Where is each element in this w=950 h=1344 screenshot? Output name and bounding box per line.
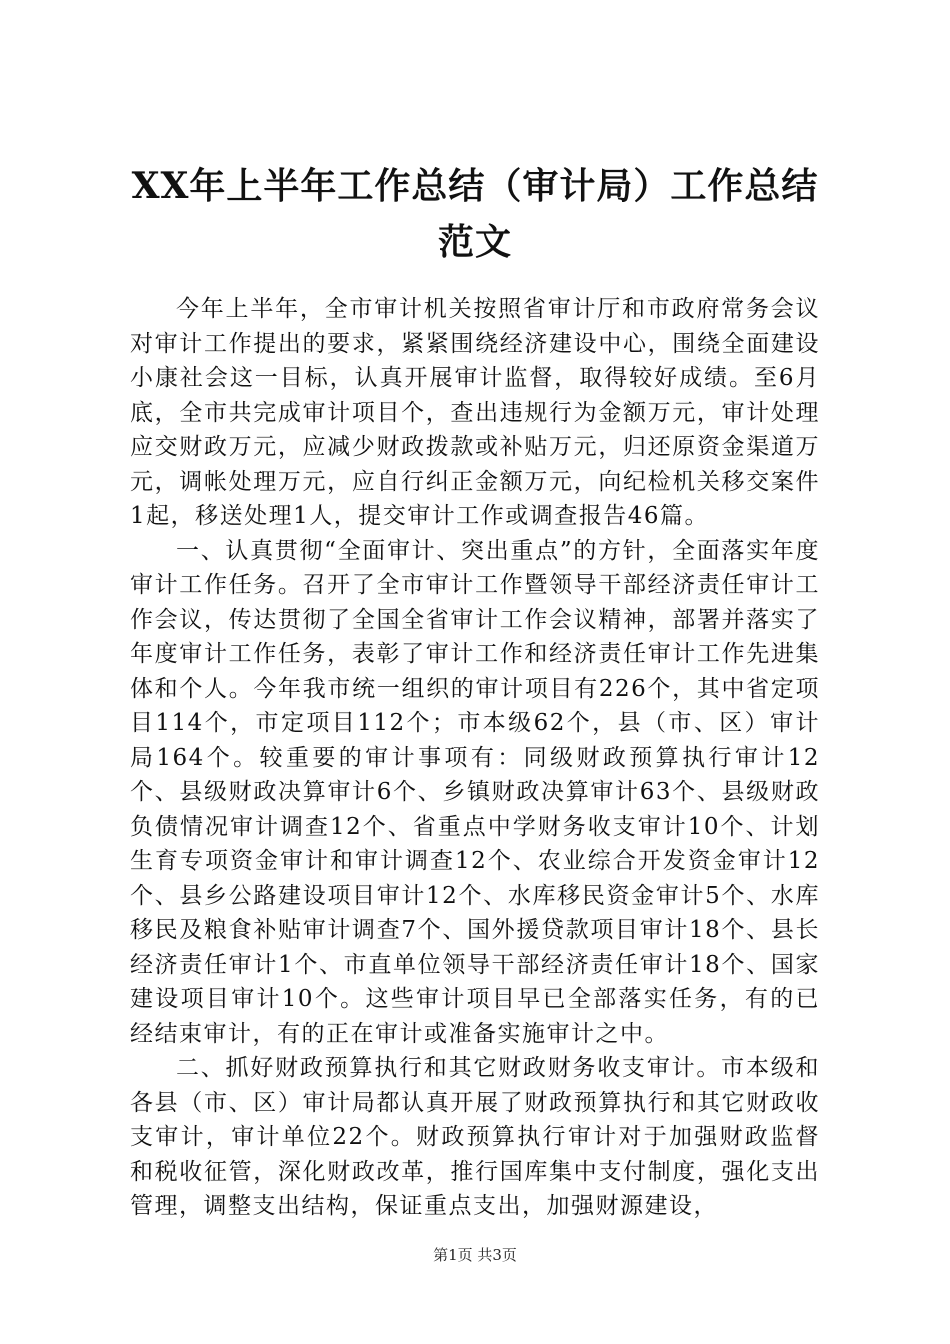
paragraph-section-1: 一、认真贯彻“全面审计、突出重点”的方针，全面落实年度审计工作任务。召开了全市审计工作暨领导干部经济责任审计工作会议，传达贯彻了全国全省审计工作会议精神，部署并落实了年度审计工作任务，表彰了审计工作和经济责任审计工作先进集体和个人。今年我市统一组织的审计项目有226个，其中省定项目114个，市定项目112个；市本级62个，县（市、区）审计局164个。较重要的审计事项有：同级财政预算执行审计12个、县级财政决算审计6个、乡镇财政决算审计63个、县级财政负债情况审计调查12个、省重点中学财务收支审计10个、计划生育专项资金审计和审计调查12个、农业综合开发资金审计12个、县乡公路建设项目审计12个、水库移民资金审计5个、水库移民及粮食补贴审计调查7个、国外援贷款项目审计18个、县长经济责任审计1个、市直单位领导干部经济责任审计18个、国家建设项目审计10个。这些审计项目早已全部落实任务，有的已经结束审计，有的正在审计或准备实施审计之中。 bbox=[130, 537, 820, 1047]
document-title: XX年上半年工作总结（审计局）工作总结范文 bbox=[131, 165, 819, 263]
page-footer: 第1页 共3页 bbox=[433, 1246, 517, 1264]
paragraph-intro: 今年上半年，全市审计机关按照省审计厅和市政府常务会议对审计工作提出的要求，紧紧围绕经济建设中心，围绕全面建设小康社会这一目标，认真开展审计监督，取得较好成绩。至6月底，全市共完成审计项目个，查出违规行为金额万元，审计处理应交财政万元，应减少财政拨款或补贴万元，归还原资金渠道万元，调帐处理万元，应自行纠正金额万元，向纪检机关移交案件1起，移送处理1人，提交审计工作或调查报告46篇。 bbox=[130, 296, 820, 529]
paragraph-section-2: 二、抓好财政预算执行和其它财政财务收支审计。市本级和各县（市、区）审计局都认真开展了财政预算执行和其它财政收支审计，审计单位22个。财政预算执行审计对于加强财政监督和税收征管，深化财政改革，推行国库集中支付制度，强化支出管理，调整支出结构，保证重点支出，加强财源建设， bbox=[130, 1055, 820, 1219]
document-body bbox=[130, 292, 820, 1224]
